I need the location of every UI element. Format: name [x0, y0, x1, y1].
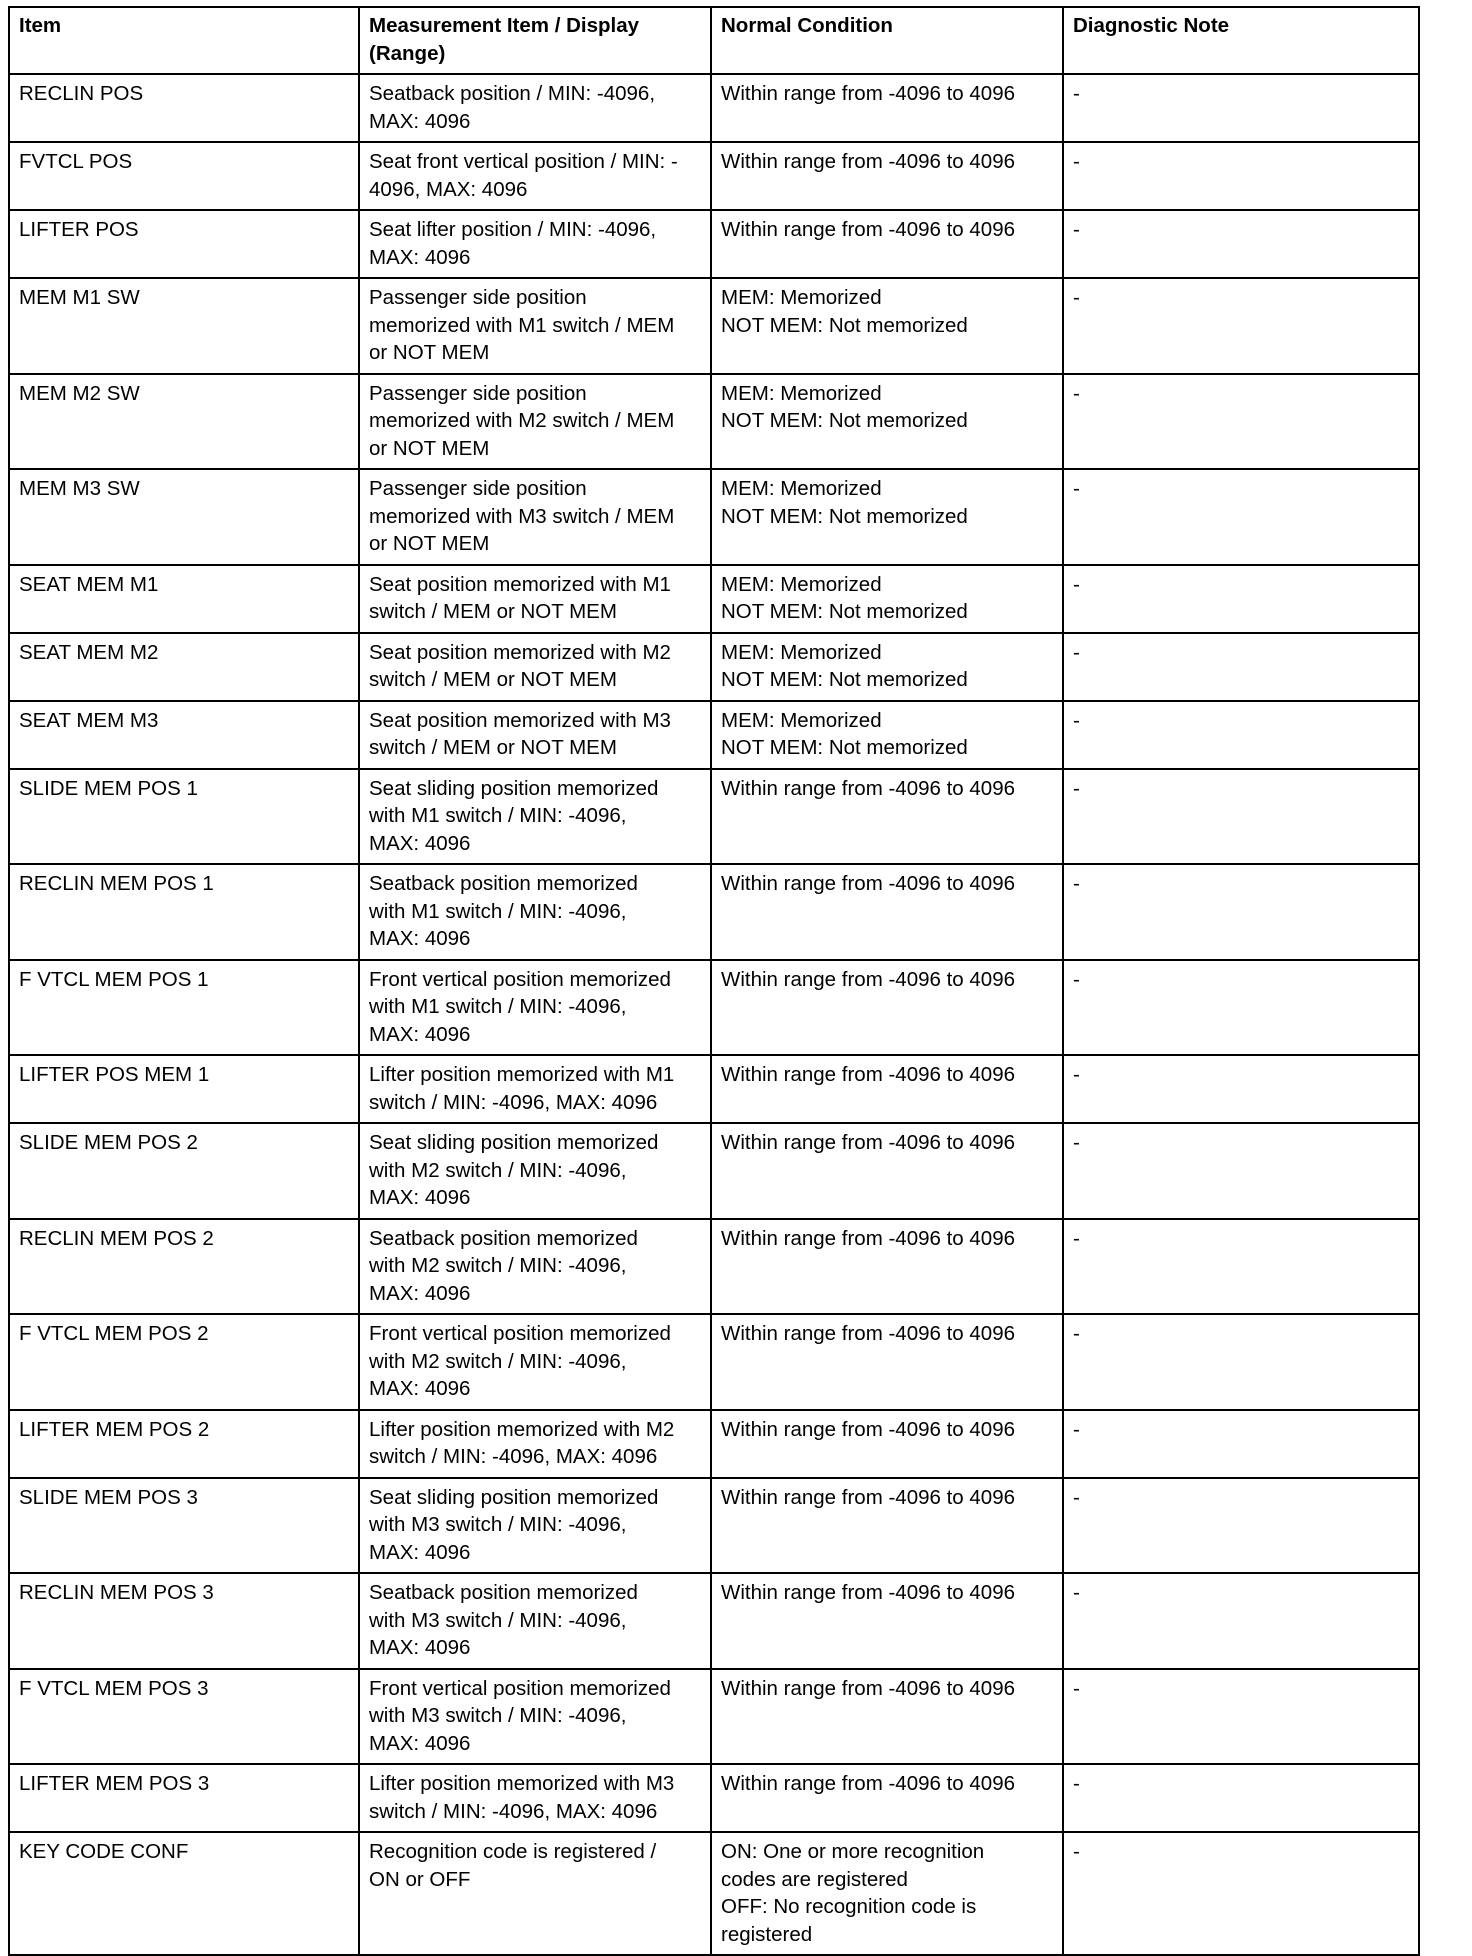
- table-row: [9, 864, 1419, 960]
- table-row: [9, 1832, 1419, 1955]
- table-row: [9, 1669, 1419, 1765]
- cell-note: -: [1063, 960, 1419, 1056]
- cell-note: -: [1063, 565, 1419, 633]
- cell-note: -: [1063, 374, 1419, 470]
- cell-note: -: [1063, 1314, 1419, 1410]
- table-row: [9, 469, 1419, 565]
- table-row: [9, 1764, 1419, 1832]
- cell-note: -: [1063, 1764, 1419, 1832]
- cell-note: -: [1063, 701, 1419, 769]
- cell-measurement: Lifter position memorized with M2 switch / MIN: -4096, MAX: 4096: [359, 1410, 711, 1478]
- cell-note: -: [1063, 1669, 1419, 1765]
- cell-measurement: Passenger side position memorized with M3 switch / MEM or NOT MEM: [359, 469, 711, 565]
- cell-item: RECLIN MEM POS 2: [9, 1219, 359, 1315]
- table-row: [9, 1314, 1419, 1410]
- cell-note: -: [1063, 74, 1419, 142]
- cell-item: MEM M3 SW: [9, 469, 359, 565]
- cell-item: LIFTER POS: [9, 210, 359, 278]
- cell-note: -: [1063, 769, 1419, 865]
- cell-condition: Within range from -4096 to 4096: [711, 1123, 1063, 1219]
- cell-note: -: [1063, 210, 1419, 278]
- cell-condition: Within range from -4096 to 4096: [711, 1219, 1063, 1315]
- cell-measurement: Seat lifter position / MIN: -4096, MAX: 4096: [359, 210, 711, 278]
- cell-item: SEAT MEM M3: [9, 701, 359, 769]
- cell-condition: Within range from -4096 to 4096: [711, 74, 1063, 142]
- cell-measurement: Passenger side position memorized with M2 switch / MEM or NOT MEM: [359, 374, 711, 470]
- table-row: [9, 1055, 1419, 1123]
- cell-measurement: Seatback position memorized with M3 switch / MIN: -4096, MAX: 4096: [359, 1573, 711, 1669]
- cell-item: LIFTER MEM POS 3: [9, 1764, 359, 1832]
- table-row: [9, 1410, 1419, 1478]
- cell-item: SEAT MEM M1: [9, 565, 359, 633]
- cell-item: F VTCL MEM POS 1: [9, 960, 359, 1056]
- table-row: [9, 1123, 1419, 1219]
- table-row: [9, 565, 1419, 633]
- cell-note: -: [1063, 1219, 1419, 1315]
- table-row: [9, 278, 1419, 374]
- cell-item: SLIDE MEM POS 2: [9, 1123, 359, 1219]
- cell-item: SLIDE MEM POS 1: [9, 769, 359, 865]
- cell-note: -: [1063, 1832, 1419, 1955]
- cell-condition: Within range from -4096 to 4096: [711, 142, 1063, 210]
- cell-condition: ON: One or more recognition codes are registered OFF: No recognition code is registered: [711, 1832, 1063, 1955]
- cell-note: -: [1063, 1478, 1419, 1574]
- table-row: [9, 701, 1419, 769]
- cell-item: LIFTER POS MEM 1: [9, 1055, 359, 1123]
- cell-condition: Within range from -4096 to 4096: [711, 210, 1063, 278]
- table-row: [9, 769, 1419, 865]
- cell-item: KEY CODE CONF: [9, 1832, 359, 1955]
- cell-note: -: [1063, 278, 1419, 374]
- header-normal-condition: Normal Condition: [711, 7, 1063, 74]
- cell-condition: MEM: Memorized NOT MEM: Not memorized: [711, 374, 1063, 470]
- cell-note: -: [1063, 142, 1419, 210]
- table-row: [9, 960, 1419, 1056]
- cell-condition: Within range from -4096 to 4096: [711, 1314, 1063, 1410]
- cell-measurement: Seatback position memorized with M2 switch / MIN: -4096, MAX: 4096: [359, 1219, 711, 1315]
- cell-note: -: [1063, 864, 1419, 960]
- cell-measurement: Recognition code is registered / ON or OFF: [359, 1832, 711, 1955]
- table-header-row: [9, 7, 1419, 74]
- cell-item: RECLIN MEM POS 1: [9, 864, 359, 960]
- cell-item: SLIDE MEM POS 3: [9, 1478, 359, 1574]
- diagnostic-data-table: [8, 6, 1420, 1956]
- cell-condition: Within range from -4096 to 4096: [711, 864, 1063, 960]
- cell-item: MEM M1 SW: [9, 278, 359, 374]
- cell-item: F VTCL MEM POS 3: [9, 1669, 359, 1765]
- table-row: [9, 374, 1419, 470]
- cell-condition: MEM: Memorized NOT MEM: Not memorized: [711, 469, 1063, 565]
- cell-condition: MEM: Memorized NOT MEM: Not memorized: [711, 701, 1063, 769]
- header-diagnostic-note: Diagnostic Note: [1063, 7, 1419, 74]
- table-row: [9, 1478, 1419, 1574]
- cell-measurement: Seat position memorized with M3 switch / MEM or NOT MEM: [359, 701, 711, 769]
- cell-measurement: Passenger side position memorized with M1 switch / MEM or NOT MEM: [359, 278, 711, 374]
- cell-item: F VTCL MEM POS 2: [9, 1314, 359, 1410]
- cell-condition: Within range from -4096 to 4096: [711, 960, 1063, 1056]
- cell-item: RECLIN POS: [9, 74, 359, 142]
- cell-condition: Within range from -4096 to 4096: [711, 1573, 1063, 1669]
- cell-note: -: [1063, 1055, 1419, 1123]
- cell-note: -: [1063, 1573, 1419, 1669]
- header-measurement: Measurement Item / Display (Range): [359, 7, 711, 74]
- cell-measurement: Lifter position memorized with M1 switch / MIN: -4096, MAX: 4096: [359, 1055, 711, 1123]
- cell-condition: Within range from -4096 to 4096: [711, 1055, 1063, 1123]
- cell-condition: Within range from -4096 to 4096: [711, 769, 1063, 865]
- cell-measurement: Seat sliding position memorized with M2 switch / MIN: -4096, MAX: 4096: [359, 1123, 711, 1219]
- cell-item: FVTCL POS: [9, 142, 359, 210]
- cell-condition: Within range from -4096 to 4096: [711, 1410, 1063, 1478]
- cell-measurement: Lifter position memorized with M3 switch / MIN: -4096, MAX: 4096: [359, 1764, 711, 1832]
- cell-note: -: [1063, 469, 1419, 565]
- table-row: [9, 1573, 1419, 1669]
- cell-item: MEM M2 SW: [9, 374, 359, 470]
- cell-measurement: Seat position memorized with M1 switch / MEM or NOT MEM: [359, 565, 711, 633]
- cell-measurement: Front vertical position memorized with M1 switch / MIN: -4096, MAX: 4096: [359, 960, 711, 1056]
- cell-condition: Within range from -4096 to 4096: [711, 1669, 1063, 1765]
- header-item: Item: [9, 7, 359, 74]
- cell-measurement: Seatback position / MIN: -4096, MAX: 4096: [359, 74, 711, 142]
- cell-item: RECLIN MEM POS 3: [9, 1573, 359, 1669]
- cell-item: LIFTER MEM POS 2: [9, 1410, 359, 1478]
- cell-measurement: Seatback position memorized with M1 switch / MIN: -4096, MAX: 4096: [359, 864, 711, 960]
- cell-measurement: Front vertical position memorized with M3 switch / MIN: -4096, MAX: 4096: [359, 1669, 711, 1765]
- cell-condition: MEM: Memorized NOT MEM: Not memorized: [711, 633, 1063, 701]
- cell-condition: Within range from -4096 to 4096: [711, 1764, 1063, 1832]
- cell-note: -: [1063, 633, 1419, 701]
- cell-measurement: Seat position memorized with M2 switch / MEM or NOT MEM: [359, 633, 711, 701]
- cell-measurement: Seat sliding position memorized with M1 switch / MIN: -4096, MAX: 4096: [359, 769, 711, 865]
- cell-condition: Within range from -4096 to 4096: [711, 1478, 1063, 1574]
- cell-measurement: Front vertical position memorized with M2 switch / MIN: -4096, MAX: 4096: [359, 1314, 711, 1410]
- cell-note: -: [1063, 1123, 1419, 1219]
- cell-measurement: Seat front vertical position / MIN: - 4096, MAX: 4096: [359, 142, 711, 210]
- cell-measurement: Seat sliding position memorized with M3 switch / MIN: -4096, MAX: 4096: [359, 1478, 711, 1574]
- cell-condition: MEM: Memorized NOT MEM: Not memorized: [711, 278, 1063, 374]
- table-row: [9, 210, 1419, 278]
- cell-condition: MEM: Memorized NOT MEM: Not memorized: [711, 565, 1063, 633]
- table-row: [9, 633, 1419, 701]
- table-row: [9, 1219, 1419, 1315]
- cell-item: SEAT MEM M2: [9, 633, 359, 701]
- table-row: [9, 142, 1419, 210]
- cell-note: -: [1063, 1410, 1419, 1478]
- table-row: [9, 74, 1419, 142]
